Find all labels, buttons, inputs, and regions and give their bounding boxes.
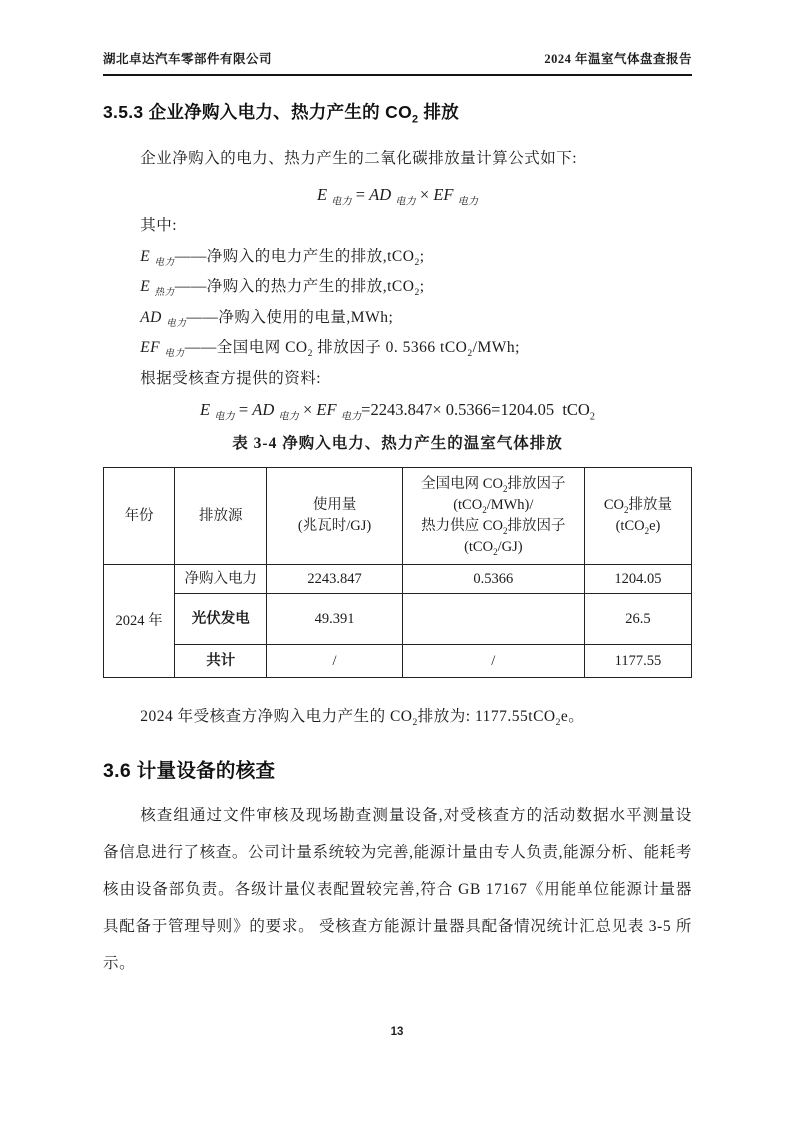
year-cell: 2024 年 <box>104 565 175 678</box>
source-cell: 共计 <box>175 645 267 678</box>
symbol-definitions <box>103 211 692 394</box>
emission-calculation: E $_{电力}$ = AD $_{电力}$ × EF $_{电力}$=2243.847× 0.5366=1204.05 tCO$_2$ <box>200 400 595 423</box>
header-report-title: 2024 年温室气体盘查报告 <box>544 52 692 66</box>
header-company-name: 湖北卓达汽车零部件有限公司 <box>103 52 273 66</box>
table-header-row <box>104 468 692 565</box>
emission-formula: E $_{电力}$ = AD $_{电力}$ × EF $_{电力}$ <box>316 185 479 208</box>
emission-cell: 1177.55 <box>584 645 691 678</box>
header-cell-usage: 使用量 (兆瓦时/GJ) <box>267 468 402 565</box>
header-cell-year: 年份 <box>104 468 175 565</box>
source-cell: 净购入电力 <box>175 565 267 594</box>
page-number: 13 <box>390 1026 404 1038</box>
section-3-6-heading: 3.6 计量设备的核查 <box>103 760 276 782</box>
header-cell-source: 排放源 <box>175 468 267 565</box>
section-3-6-paragraph: 核查组通过文件审核及现场勘查测量设备,对受核查方的活动数据水平测量设备信息进行了核查。公司计量系统较为完善,能源计量由专人负责,能源分析、能耗考核由设备部负责。各级计量仪表配置较完善,符合 GB 17167《用能单位能源计量器具配备于管理导则》的要求。 受核查方能源计量器具配备情况统计汇总见表 3-5 所示。 <box>103 807 692 972</box>
page-content <box>103 0 692 982</box>
usage-cell: / <box>267 645 402 678</box>
definition-ef-electric: EF $_{电力}$——全国电网 $CO_2$ 排放因子 0. 5366 tCO$_2$/MWh; <box>140 339 520 360</box>
among-label: 其中: <box>140 217 177 234</box>
table-row <box>104 565 692 594</box>
emissions-table <box>103 467 692 678</box>
intro-paragraph: 企业净购入的电力、热力产生的二氧化碳排放量计算公式如下: <box>140 150 577 167</box>
factor-cell: 0.5366 <box>402 565 584 594</box>
definition-ad-electric: AD $_{电力}$——净购入使用的电量,MWh; <box>140 308 394 329</box>
table-3-4-caption: 表 3-4 净购入电力、热力产生的温室气体排放 <box>232 435 563 452</box>
header-cell-factor: 全国电网 $CO_2$排放因子 (tCO$_2$/MWh)/ 热力供应 $CO_2$排放因子 (tCO$_2$/GJ) <box>402 468 584 565</box>
factor-cell: / <box>402 645 584 678</box>
usage-cell: 49.391 <box>267 594 402 645</box>
table-row <box>104 645 692 678</box>
page-header <box>103 0 692 76</box>
emission-cell: 26.5 <box>584 594 691 645</box>
source-cell: 光伏发电 <box>175 594 267 645</box>
usage-cell: 2243.847 <box>267 565 402 594</box>
summary-paragraph: 2024 年受核查方净购入电力产生的 $CO_2$排放为: 1177.55tCO$_2$e。 <box>140 708 585 729</box>
table-row <box>104 594 692 645</box>
section-3-5-3-heading: 3.5.3 企业净购入电力、热力产生的 $CO_2$ 排放 <box>103 102 460 126</box>
header-cell-emission: $CO_2$排放量 (tCO$_2$e) <box>584 468 691 565</box>
based-on-note: 根据受核查方提供的资料: <box>140 369 321 387</box>
emission-cell: 1204.05 <box>584 565 691 594</box>
factor-cell <box>402 594 584 645</box>
definition-e-heat: E $_{热力}$——净购入的热力产生的排放,tCO$_2$; <box>140 278 425 299</box>
definition-e-electric: E $_{电力}$——净购入的电力产生的排放,tCO$_2$; <box>140 247 425 268</box>
